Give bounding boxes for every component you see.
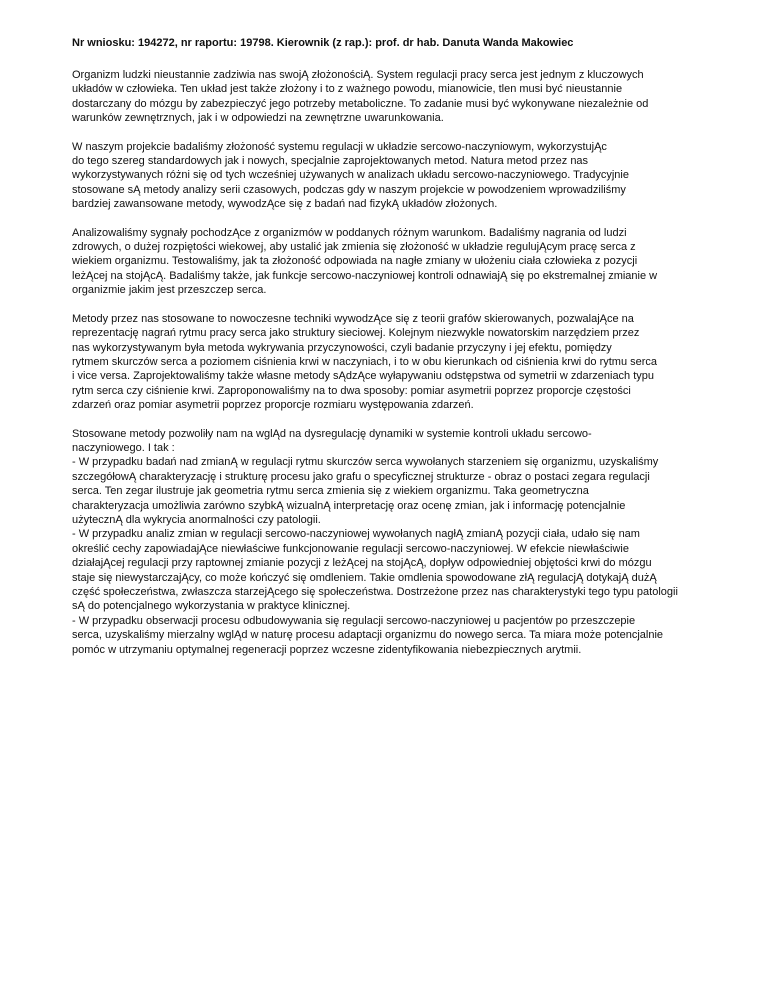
paragraph: [72, 427, 712, 658]
text-line: leżĄcej na stojĄcĄ. Badaliśmy także, jak funkcje sercowo-naczyniowej kontroli odnawiajĄ się po ekstremalnej zmianie w: [72, 269, 658, 282]
text-line: stosowane sĄ metody analizy serii czasowych, podczas gdy w naszym projekcie w powodzeniem wprowadziliśmy: [72, 183, 626, 196]
text-line: bardziej zawansowane metody, wywodzĄce się z badań nad fizykĄ układów złożonych.: [72, 198, 498, 211]
text-line: do tego szereg standardowych jak i nowych, specjalnie zaprojektowanych metod. Natura metod przez nas: [72, 155, 589, 168]
text-line: użytecznĄ dla wykrycia anormalności czy patologii.: [72, 513, 321, 526]
text-line: warunków zewnętrznych, jak i w odpowiedzi na zewnętrzne uwarunkowania.: [72, 112, 444, 125]
text-line: serca, uzyskaliśmy mierzalny wglĄd w naturę procesu adaptacji organizmu do nowego serca. Ta miara może potencjalnie: [72, 629, 664, 642]
text-line: Organizm ludzki nieustannie zadziwia nas swojĄ złożonościĄ. System regulacji pracy serca jest jednym z kluczowych: [72, 69, 644, 81]
text-line: organizmie jakim jest przeszczep serca.: [72, 284, 267, 297]
text-line: szczegółowĄ charakteryzację i strukturę procesu jako grafu o specyficznej strukturze - obraz o postaci zegara regulacji: [72, 470, 650, 483]
text-line: sĄ do potencjalnego wykorzystania w praktyce klinicznej.: [72, 600, 351, 613]
text-line: - W przypadku badań nad zmianĄ w regulacji rytmu skurczów serca wywołanych starzeniem się organizmu, uzyskaliśmy: [72, 456, 659, 469]
text-line: serca. Ten zegar ilustruje jak geometria rytmu serca zmienia się z wiekiem organizmu. Taka geometryczna: [72, 485, 589, 498]
text-line: rytmem skurczów serca a poziomem ciśnienia krwi w naczyniach, i to w obu kierunkach od ciśnienia krwi do rytmu serca: [72, 355, 658, 368]
text-line: nas wykorzystywanym była metoda wykrywania przyczynowości, czyli badanie przyczyny i jej efektu, pomiędzy: [72, 341, 612, 354]
report-body: [72, 68, 712, 657]
report-title: Nr wniosku: 194272, nr raportu: 19798. Kierownik (z rap.): prof. dr hab. Danuta Wanda Makowiec: [72, 37, 574, 49]
text-line: pomóc w utrzymaniu optymalnej regeneracji poprzez wczesne zidentyfikowania niebezpiecznych arytmii.: [72, 643, 582, 656]
text-line: działajĄcej regulacji przy raptownej zmianie pozycji z leżĄcej na stojĄcĄ, dopływ odpowiedniej objętości krwi do mózgu: [72, 557, 652, 570]
text-line: wykorzystywanych różni się od tych wcześniej używanych w analizach układu sercowo-naczyniowego. Tradycyjnie: [72, 169, 629, 182]
text-line: wiekiem organizmu. Testowaliśmy, jak ta złożoność odpowiada na nagłe zmiany w ułożeniu ciała człowieka z pozycji: [72, 255, 638, 268]
text-line: W naszym projekcie badaliśmy złożoność systemu regulacji w układzie sercowo-naczyniowym, wykorzystujĄc: [72, 140, 607, 153]
text-line: staje się niewystarczajĄcy, co może kończyć się omdleniem. Takie omdlenia spowodowane złĄ regulacjĄ dotykajĄ dużĄ: [72, 571, 657, 584]
paragraph: [72, 68, 712, 126]
text-line: Analizowaliśmy sygnały pochodzĄce z organizmów w poddanych różnym warunkom. Badaliśmy nagrania od ludzi: [72, 226, 627, 239]
paragraph: [72, 226, 712, 298]
text-line: zdrowych, o dużej rozpiętości wiekowej, aby ustalić jak zmienia się złożoność w układzie regulujĄcym pracę serca z: [72, 241, 636, 254]
text-line: naczyniowego. I tak :: [72, 441, 175, 454]
text-line: Stosowane metody pozwoliły nam na wglĄd na dysregulację dynamiki w systemie kontroli układu sercowo-: [72, 427, 592, 440]
text-line: Metody przez nas stosowane to nowoczesne techniki wywodzĄce się z teorii grafów skierowanych, pozwalajĄce na: [72, 312, 634, 325]
text-line: - W przypadku analiz zmian w regulacji sercowo-naczyniowej wywołanych nagłĄ zmianĄ pozycji ciała, udało się nam: [72, 528, 640, 541]
text-line: rytm serca czy ciśnienie krwi. Zaproponowaliśmy na to dwa sposoby: pomiar asymetrii poprzez proporcje częstości: [72, 384, 631, 397]
text-line: układów w człowieka. Ten układ jest także złożony i to z ważnego powodu, mianowicie, tlen musi być nieustannie: [72, 83, 623, 96]
paragraph: [72, 140, 712, 212]
document-page: [72, 36, 712, 671]
text-line: zdarzeń oraz pomiar asymetrii poprzez proporcje rozmiaru występowania zdarzeń.: [72, 399, 474, 412]
text-line: określić cechy zapowiadajĄce niewłaściwe funkcjonowanie regulacji sercowo-naczyniowej. W efekcie niewłaściwie: [72, 542, 629, 555]
text-line: dostarczany do mózgu by zabezpieczyć jego potrzeby metaboliczne. To zadanie musi być wykonywane niezależnie od: [72, 97, 649, 110]
text-line: - W przypadku obserwacji procesu odbudowywania się regulacji sercowo-naczyniowej u pacjentów po przeszczepie: [72, 614, 636, 627]
paragraph: [72, 312, 712, 413]
text-line: część społeczeństwa, zwłaszcza starzejĄcego się społeczeństwa. Dostrzeżone przez nas charakterystyki tego typu patologii: [72, 586, 678, 598]
text-line: reprezentację nagrań rytmu pracy serca jako struktury sieciowej. Kolejnym niezwykle nowatorskim narzędziem przez: [72, 327, 640, 340]
text-line: charakteryzacja umożliwia zarówno szybkĄ wizualnĄ interpretację oraz ocenę zmian, jak i informację potencjalnie: [72, 499, 626, 512]
text-line: i vice versa. Zaprojektowaliśmy także własne metody sĄdzĄce wyłapywaniu odstępstwa od symetrii w zdarzeniach typu: [72, 370, 655, 383]
